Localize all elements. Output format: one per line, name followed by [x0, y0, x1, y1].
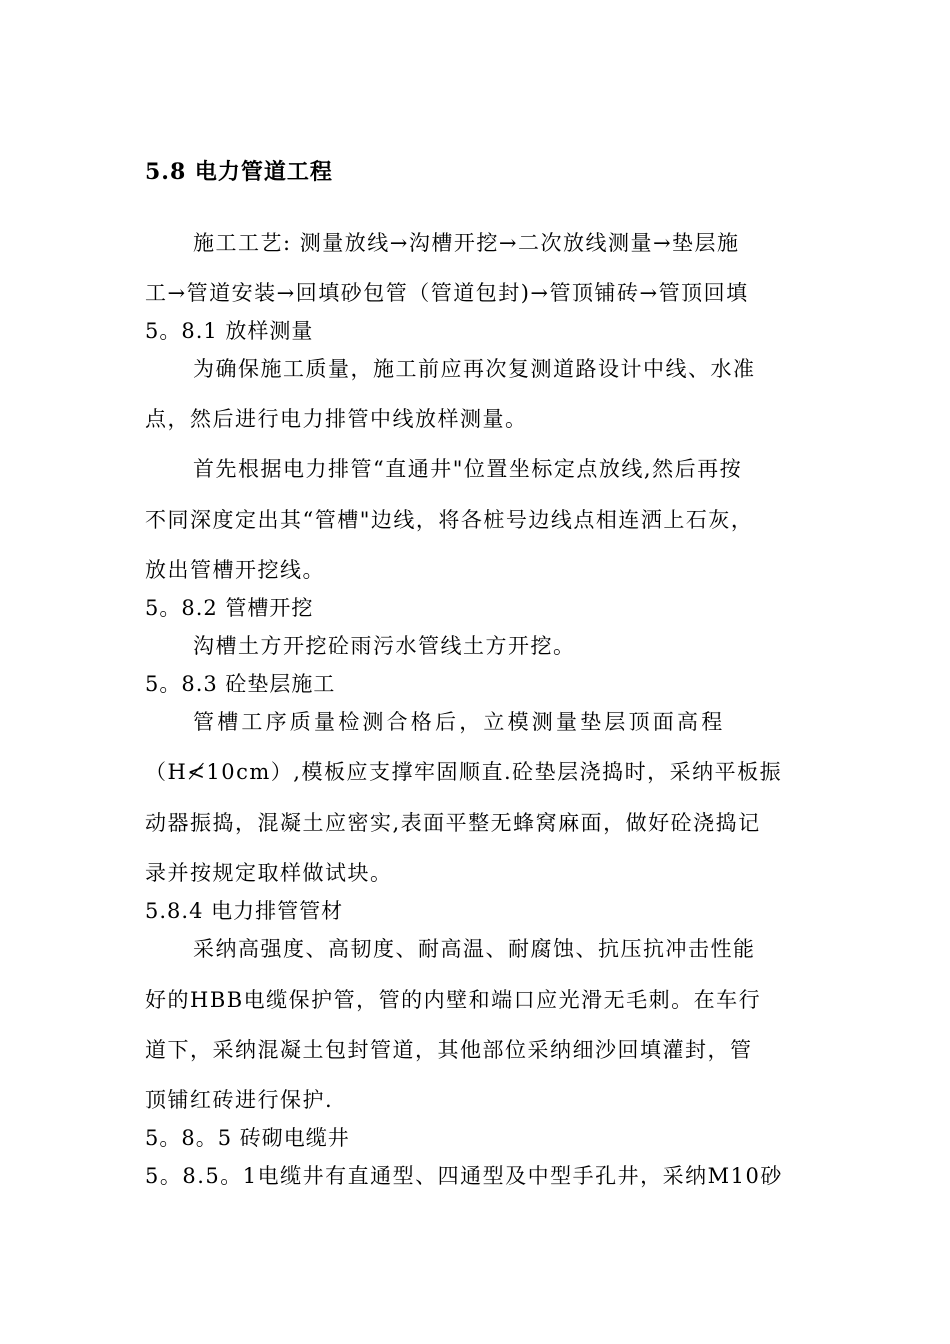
paragraph-line: 好的HBB电缆保护管，管的内壁和端口应光滑无毛刺。在车行	[145, 988, 762, 1012]
process-line-2: 工→管道安装→回填砂包管（管道包封)→管顶铺砖→管顶回填	[145, 281, 749, 305]
paragraph-line: 点，然后进行电力排管中线放样测量。	[145, 407, 528, 431]
heading-5-8-5: 5。8。5 砖砌电缆井	[145, 1126, 350, 1150]
heading-5-8-2: 5。8.2 管槽开挖	[145, 596, 314, 620]
section-title: 5.8 电力管道工程	[145, 159, 333, 185]
paragraph-line: 为确保施工质量，施工前应再次复测道路设计中线、水准	[193, 357, 756, 381]
paragraph-line: （H≮10cm）,模板应支撑牢固顺直.砼垫层浇捣时，采纳平板振	[145, 760, 783, 784]
paragraph-line: 沟槽土方开挖砼雨污水管线土方开挖。	[193, 634, 576, 658]
paragraph-line: 顶铺红砖进行保护.	[145, 1088, 334, 1112]
paragraph-line: 动器振捣，混凝土应密实,表面平整无蜂窝麻面，做好砼浇捣记	[145, 811, 761, 835]
process-line-1: 施工工艺: 测量放线→沟槽开挖→二次放线测量→垫层施	[193, 231, 740, 255]
heading-5-8-1: 5。8.1 放样测量	[145, 319, 314, 343]
paragraph-line: 放出管槽开挖线。	[145, 558, 325, 582]
paragraph-line: 录并按规定取样做试块。	[145, 861, 393, 885]
paragraph-line: 不同深度定出其“管槽"边线，将各桩号边线点相连洒上石灰，	[145, 508, 754, 532]
heading-5-8-4: 5.8.4 电力排管管材	[145, 899, 344, 923]
paragraph-line: 道下，采纳混凝土包封管道，其他部位采纳细沙回填灌封，管	[145, 1038, 753, 1062]
paragraph-line: 管槽工序质量检测合格后，立模测量垫层顶面高程	[193, 710, 726, 734]
paragraph-line: 采纳高强度、高韧度、耐高温、耐腐蚀、抗压抗冲击性能	[193, 937, 756, 961]
paragraph-line: 首先根据电力排管“直通井"位置坐标定点放线,然后再按	[193, 457, 743, 481]
heading-5-8-3: 5。8.3 砼垫层施工	[145, 672, 336, 696]
paragraph-line: 5。8.5。1电缆井有直通型、四通型及中型手孔井，采纳M10砂	[145, 1164, 783, 1188]
